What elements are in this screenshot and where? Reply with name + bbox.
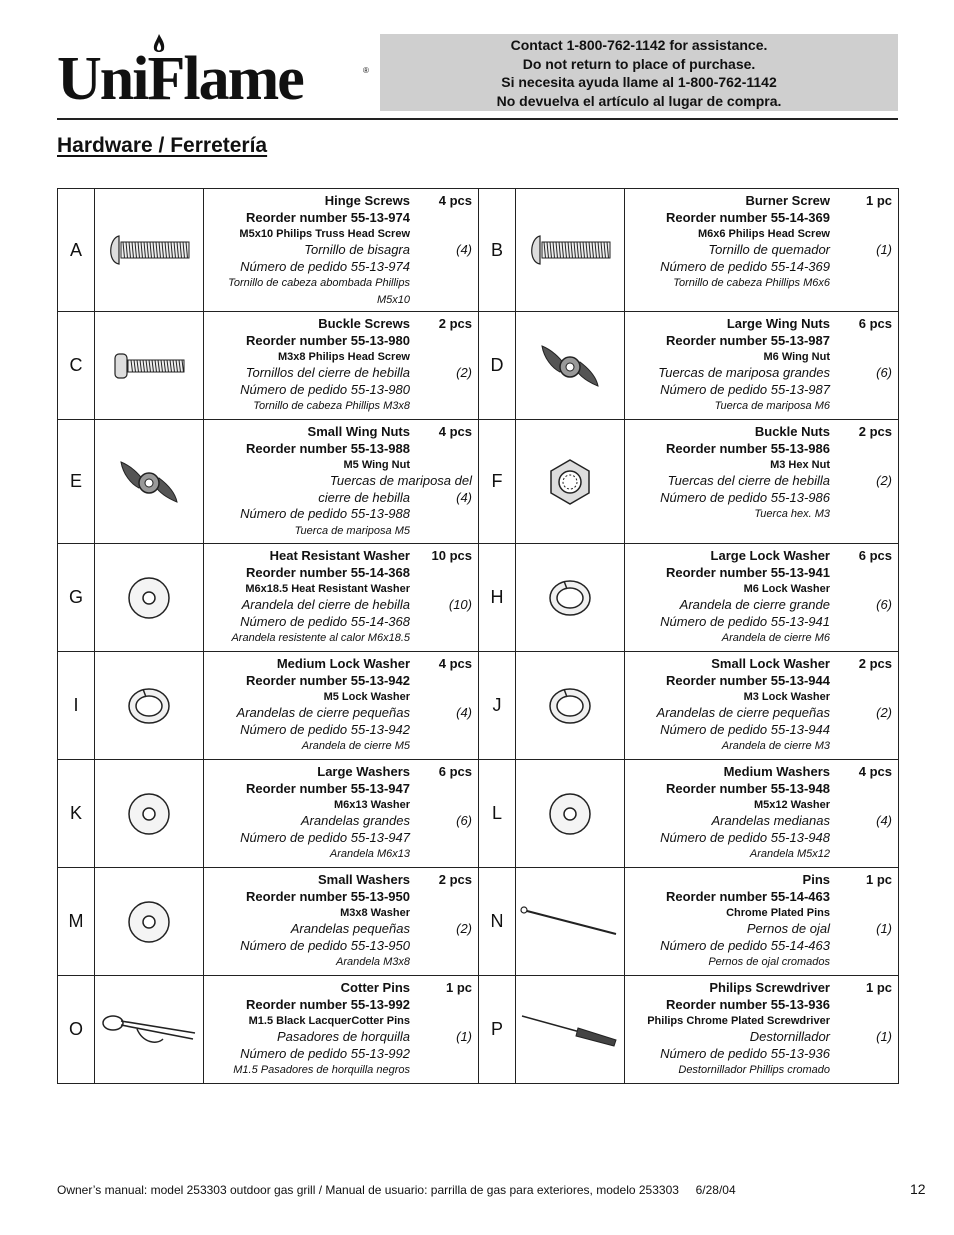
spanish-name: Tuercas de mariposa del <box>329 473 472 488</box>
part-qty: 2 pcs <box>438 872 472 887</box>
spanish-reorder: Número de pedido 55-13-980 <box>240 381 410 397</box>
reorder-number: Reorder number 55-13-986 <box>665 440 830 456</box>
part-spec: M5 Wing Nut <box>343 459 410 471</box>
spanish-spec: Arandela de cierre M6 <box>721 632 830 644</box>
lock-washer-icon <box>516 652 625 760</box>
spanish-reorder: Número de pedido 55-13-986 <box>660 489 830 505</box>
part-qty: 6 pcs <box>438 764 472 779</box>
spanish-name: Arandelas grandes <box>300 813 410 828</box>
spanish-qty: (10) <box>448 597 472 612</box>
lock-washer-icon <box>95 652 204 760</box>
part-description <box>204 976 479 1084</box>
part-spec: M6x18.5 Heat Resistant Washer <box>245 583 410 595</box>
part-spec: Chrome Plated Pins <box>726 907 830 919</box>
part-description <box>625 976 899 1084</box>
part-name: Small Lock Washer <box>711 656 830 671</box>
spanish-reorder: Número de pedido 55-14-463 <box>660 937 830 953</box>
spanish-spec: Pernos de ojal cromados <box>708 956 830 968</box>
spanish-reorder: Número de pedido 55-13-944 <box>660 721 830 737</box>
spanish-qty: (6) <box>456 813 472 828</box>
part-spec: M3 Hex Nut <box>770 459 830 471</box>
uniflame-logo <box>57 34 377 114</box>
spanish-qty: (6) <box>876 365 892 380</box>
spanish-spec: Tuerca hex. M3 <box>754 508 830 520</box>
part-name: Buckle Screws <box>318 316 410 331</box>
part-name: Large Wing Nuts <box>726 316 830 331</box>
spanish-reorder: Número de pedido 55-13-941 <box>660 613 830 629</box>
part-spec: M3x8 Washer <box>340 907 410 919</box>
part-letter: C <box>58 312 95 420</box>
part-qty: 6 pcs <box>858 548 892 563</box>
part-qty: 4 pcs <box>438 656 472 671</box>
truss-screw-icon <box>95 189 204 312</box>
spanish-name: Arandelas de cierre pequeñas <box>656 705 830 720</box>
contact-box <box>380 34 898 111</box>
part-letter: L <box>479 760 516 868</box>
part-letter: J <box>479 652 516 760</box>
spanish-name: Pernos de ojal <box>746 921 830 936</box>
spanish-qty: (1) <box>876 1029 892 1044</box>
hex-nut-icon <box>516 420 625 544</box>
part-spec: M1.5 Black LacquerCotter Pins <box>248 1015 410 1027</box>
reorder-number: Reorder number 55-13-936 <box>665 996 830 1012</box>
spanish-reorder: Número de pedido 55-14-368 <box>240 613 410 629</box>
footer-date: 6/28/04 <box>695 1183 736 1197</box>
table-row <box>58 652 899 760</box>
part-letter: P <box>479 976 516 1084</box>
spanish-qty: (2) <box>876 705 892 720</box>
part-spec: M6 Lock Washer <box>743 583 830 595</box>
part-letter: N <box>479 868 516 976</box>
part-spec: M6 Wing Nut <box>763 351 830 363</box>
spanish-qty: (1) <box>876 921 892 936</box>
spanish-reorder: Número de pedido 55-13-948 <box>660 829 830 845</box>
spanish-name-cont: cierre de hebilla (4) <box>318 489 472 505</box>
spanish-spec: Arandela resistente al calor M6x18.5 <box>231 632 410 644</box>
part-letter: K <box>58 760 95 868</box>
part-name: Small Wing Nuts <box>307 424 410 439</box>
contact-line: Contact 1-800-762-1142 for assistance. <box>510 37 768 53</box>
flat-washer-icon <box>516 760 625 868</box>
spanish-name: Tuercas del cierre de hebilla <box>667 473 830 488</box>
spanish-qty: (1) <box>876 242 892 257</box>
part-description <box>204 544 479 652</box>
spanish-name: Destornillador <box>749 1029 830 1044</box>
part-description <box>625 760 899 868</box>
spanish-qty: (4) <box>456 705 472 720</box>
flat-washer-icon <box>95 544 204 652</box>
spanish-reorder: Número de pedido 55-14-369 <box>660 258 830 274</box>
part-name: Medium Lock Washer <box>276 656 410 671</box>
spanish-spec: Tuerca de mariposa M5 <box>294 524 410 537</box>
screwdriver-icon <box>516 976 625 1084</box>
part-spec: M5x10 Philips Truss Head Screw <box>239 228 410 240</box>
spanish-spec: Tornillo de cabeza Phillips M6x6 <box>673 277 830 289</box>
reorder-number: Reorder number 55-13-950 <box>245 888 410 904</box>
spanish-spec: Arandela M5x12 <box>749 848 830 860</box>
part-spec: M5x12 Washer <box>753 799 830 811</box>
table-row <box>58 868 899 976</box>
wing-nut-icon <box>516 312 625 420</box>
part-letter: I <box>58 652 95 760</box>
part-letter: O <box>58 976 95 1084</box>
footer-manual: Owner’s manual: model 253303 outdoor gas grill / Manual de usuario: parrilla de gas para exteriores, modelo 253303 <box>57 1183 679 1197</box>
part-description <box>625 189 899 312</box>
table-row <box>58 976 899 1084</box>
spanish-reorder: Número de pedido 55-13-992 <box>240 1045 410 1061</box>
part-letter: H <box>479 544 516 652</box>
part-spec: M6x13 Washer <box>333 799 410 811</box>
reorder-number: Reorder number 55-13-992 <box>245 996 410 1012</box>
part-spec: Philips Chrome Plated Screwdriver <box>647 1015 830 1027</box>
spanish-qty: (4) <box>456 242 472 257</box>
part-qty: 4 pcs <box>438 193 472 208</box>
flat-washer-icon <box>95 760 204 868</box>
reorder-number: Reorder number 55-13-941 <box>665 564 830 580</box>
pan-screw-icon <box>95 312 204 420</box>
part-spec: M6x6 Philips Head Screw <box>697 228 830 240</box>
spanish-spec: Tuerca de mariposa M6 <box>714 400 830 412</box>
flat-washer-icon <box>95 868 204 976</box>
part-description <box>625 652 899 760</box>
spanish-spec: Arandela de cierre M3 <box>721 740 830 752</box>
spanish-name: Arandela del cierre de hebilla <box>241 597 410 612</box>
section-heading: Hardware / Ferretería <box>57 134 268 157</box>
spanish-name: Arandelas de cierre pequeñas <box>236 705 410 720</box>
part-qty: 10 pcs <box>431 548 472 563</box>
spanish-reorder: Número de pedido 55-13-947 <box>240 829 410 845</box>
reorder-number: Reorder number 55-14-368 <box>245 564 410 580</box>
spanish-name: Tornillo de bisagra <box>304 242 410 257</box>
part-name: Heat Resistant Washer <box>269 548 410 563</box>
reorder-number: Reorder number 55-13-988 <box>245 440 410 456</box>
reorder-number: Reorder number 55-13-974 <box>245 209 410 225</box>
wing-nut-icon <box>95 420 204 544</box>
part-name: Large Lock Washer <box>710 548 830 563</box>
part-qty: 2 pcs <box>438 316 472 331</box>
spanish-name: Tuercas de mariposa grandes <box>658 365 830 380</box>
part-name: Small Washers <box>317 872 410 887</box>
contact-line: No devuelva el artículo al lugar de compra. <box>496 92 782 109</box>
part-description <box>204 189 479 312</box>
part-letter: F <box>479 420 516 544</box>
spanish-name: Arandela de cierre grande <box>679 597 830 612</box>
spanish-spec: M1.5 Pasadores de horquilla negros <box>233 1064 410 1076</box>
part-spec: M3 Lock Washer <box>743 691 830 703</box>
contact-line: Do not return to place of purchase. <box>522 55 756 72</box>
spanish-qty: (2) <box>456 365 472 380</box>
table-row <box>58 189 899 312</box>
header-divider <box>57 118 898 120</box>
part-name: Medium Washers <box>723 764 830 779</box>
table-row <box>58 420 899 544</box>
part-name: Burner Screw <box>745 193 830 208</box>
part-description <box>204 652 479 760</box>
part-letter: B <box>479 189 516 312</box>
table-row <box>58 760 899 868</box>
spanish-spec: Arandela M3x8 <box>336 956 410 968</box>
lock-washer-icon <box>516 544 625 652</box>
spanish-spec: Tornillo de cabeza abombada Phillips M5x10 <box>228 277 410 306</box>
part-name: Hinge Screws <box>324 193 410 208</box>
spanish-qty: (4) <box>456 489 472 505</box>
footer-text <box>57 1183 736 1197</box>
part-spec: M3x8 Philips Head Screw <box>277 351 410 363</box>
spanish-reorder: Número de pedido 55-13-936 <box>660 1045 830 1061</box>
spanish-name: Arandelas medianas <box>711 813 830 828</box>
part-description <box>204 420 479 544</box>
part-description <box>204 760 479 868</box>
part-qty: 1 pc <box>865 872 892 887</box>
part-qty: 2 pcs <box>858 656 892 671</box>
spanish-reorder: Número de pedido 55-13-988 <box>240 506 410 521</box>
spanish-spec: Arandela de cierre M5 <box>301 740 410 752</box>
spanish-qty: (4) <box>876 813 892 828</box>
table-row <box>58 544 899 652</box>
part-description <box>625 420 899 544</box>
pin-icon <box>516 868 625 976</box>
registered-mark: ® <box>363 66 369 75</box>
part-name: Pins <box>802 872 830 887</box>
truss-screw-icon <box>516 189 625 312</box>
reorder-number: Reorder number 55-13-980 <box>245 332 410 348</box>
part-letter: A <box>58 189 95 312</box>
part-name: Buckle Nuts <box>754 424 830 439</box>
part-spec: M5 Lock Washer <box>323 691 410 703</box>
part-name: Philips Screwdriver <box>709 980 830 995</box>
part-letter: G <box>58 544 95 652</box>
spanish-qty: (6) <box>876 597 892 612</box>
table-row <box>58 312 899 420</box>
spanish-spec: Arandela M6x13 <box>329 848 410 860</box>
spanish-name: Arandelas pequeñas <box>290 921 410 936</box>
part-qty: 4 pcs <box>858 764 892 779</box>
spanish-name: Pasadores de horquilla <box>277 1029 410 1044</box>
spanish-qty: (1) <box>456 1029 472 1044</box>
part-description <box>625 544 899 652</box>
part-qty: 2 pcs <box>858 424 892 439</box>
part-qty: 4 pcs <box>438 424 472 439</box>
part-description <box>625 868 899 976</box>
part-description <box>204 868 479 976</box>
logo-wordmark: UniFlame <box>57 45 303 113</box>
cotter-pin-icon <box>95 976 204 1084</box>
part-name: Cotter Pins <box>340 980 410 995</box>
part-description <box>625 312 899 420</box>
reorder-number: Reorder number 55-13-942 <box>245 672 410 688</box>
spanish-name: Tornillo de quemador <box>708 242 830 257</box>
reorder-number: Reorder number 55-13-948 <box>665 780 830 796</box>
spanish-reorder: Número de pedido 55-13-942 <box>240 721 410 737</box>
reorder-number: Reorder number 55-13-947 <box>245 780 410 796</box>
spanish-spec: Tornillo de cabeza Phillips M3x8 <box>253 400 410 412</box>
part-qty: 1 pc <box>865 980 892 995</box>
part-name: Large Washers <box>317 764 410 779</box>
spanish-reorder: Número de pedido 55-13-974 <box>240 258 410 274</box>
part-qty: 6 pcs <box>858 316 892 331</box>
part-letter: D <box>479 312 516 420</box>
part-letter: E <box>58 420 95 544</box>
spanish-reorder: Número de pedido 55-13-987 <box>660 381 830 397</box>
part-letter: M <box>58 868 95 976</box>
part-qty: 1 pc <box>865 193 892 208</box>
reorder-number: Reorder number 55-13-944 <box>665 672 830 688</box>
spanish-spec: Destornillador Phillips cromado <box>678 1064 830 1076</box>
spanish-qty: (2) <box>456 921 472 936</box>
hardware-table <box>57 188 899 1084</box>
reorder-number: Reorder number 55-14-369 <box>665 209 830 225</box>
spanish-name: Tornillos del cierre de hebilla <box>245 365 410 380</box>
part-description <box>204 312 479 420</box>
reorder-number: Reorder number 55-13-987 <box>665 332 830 348</box>
part-qty: 1 pc <box>445 980 472 995</box>
reorder-number: Reorder number 55-14-463 <box>665 888 830 904</box>
spanish-qty: (2) <box>876 473 892 488</box>
spanish-reorder: Número de pedido 55-13-950 <box>240 937 410 953</box>
contact-line: Si necesita ayuda llame al 1-800-762-1142 <box>501 74 777 90</box>
page-number: 12 <box>910 1181 926 1197</box>
